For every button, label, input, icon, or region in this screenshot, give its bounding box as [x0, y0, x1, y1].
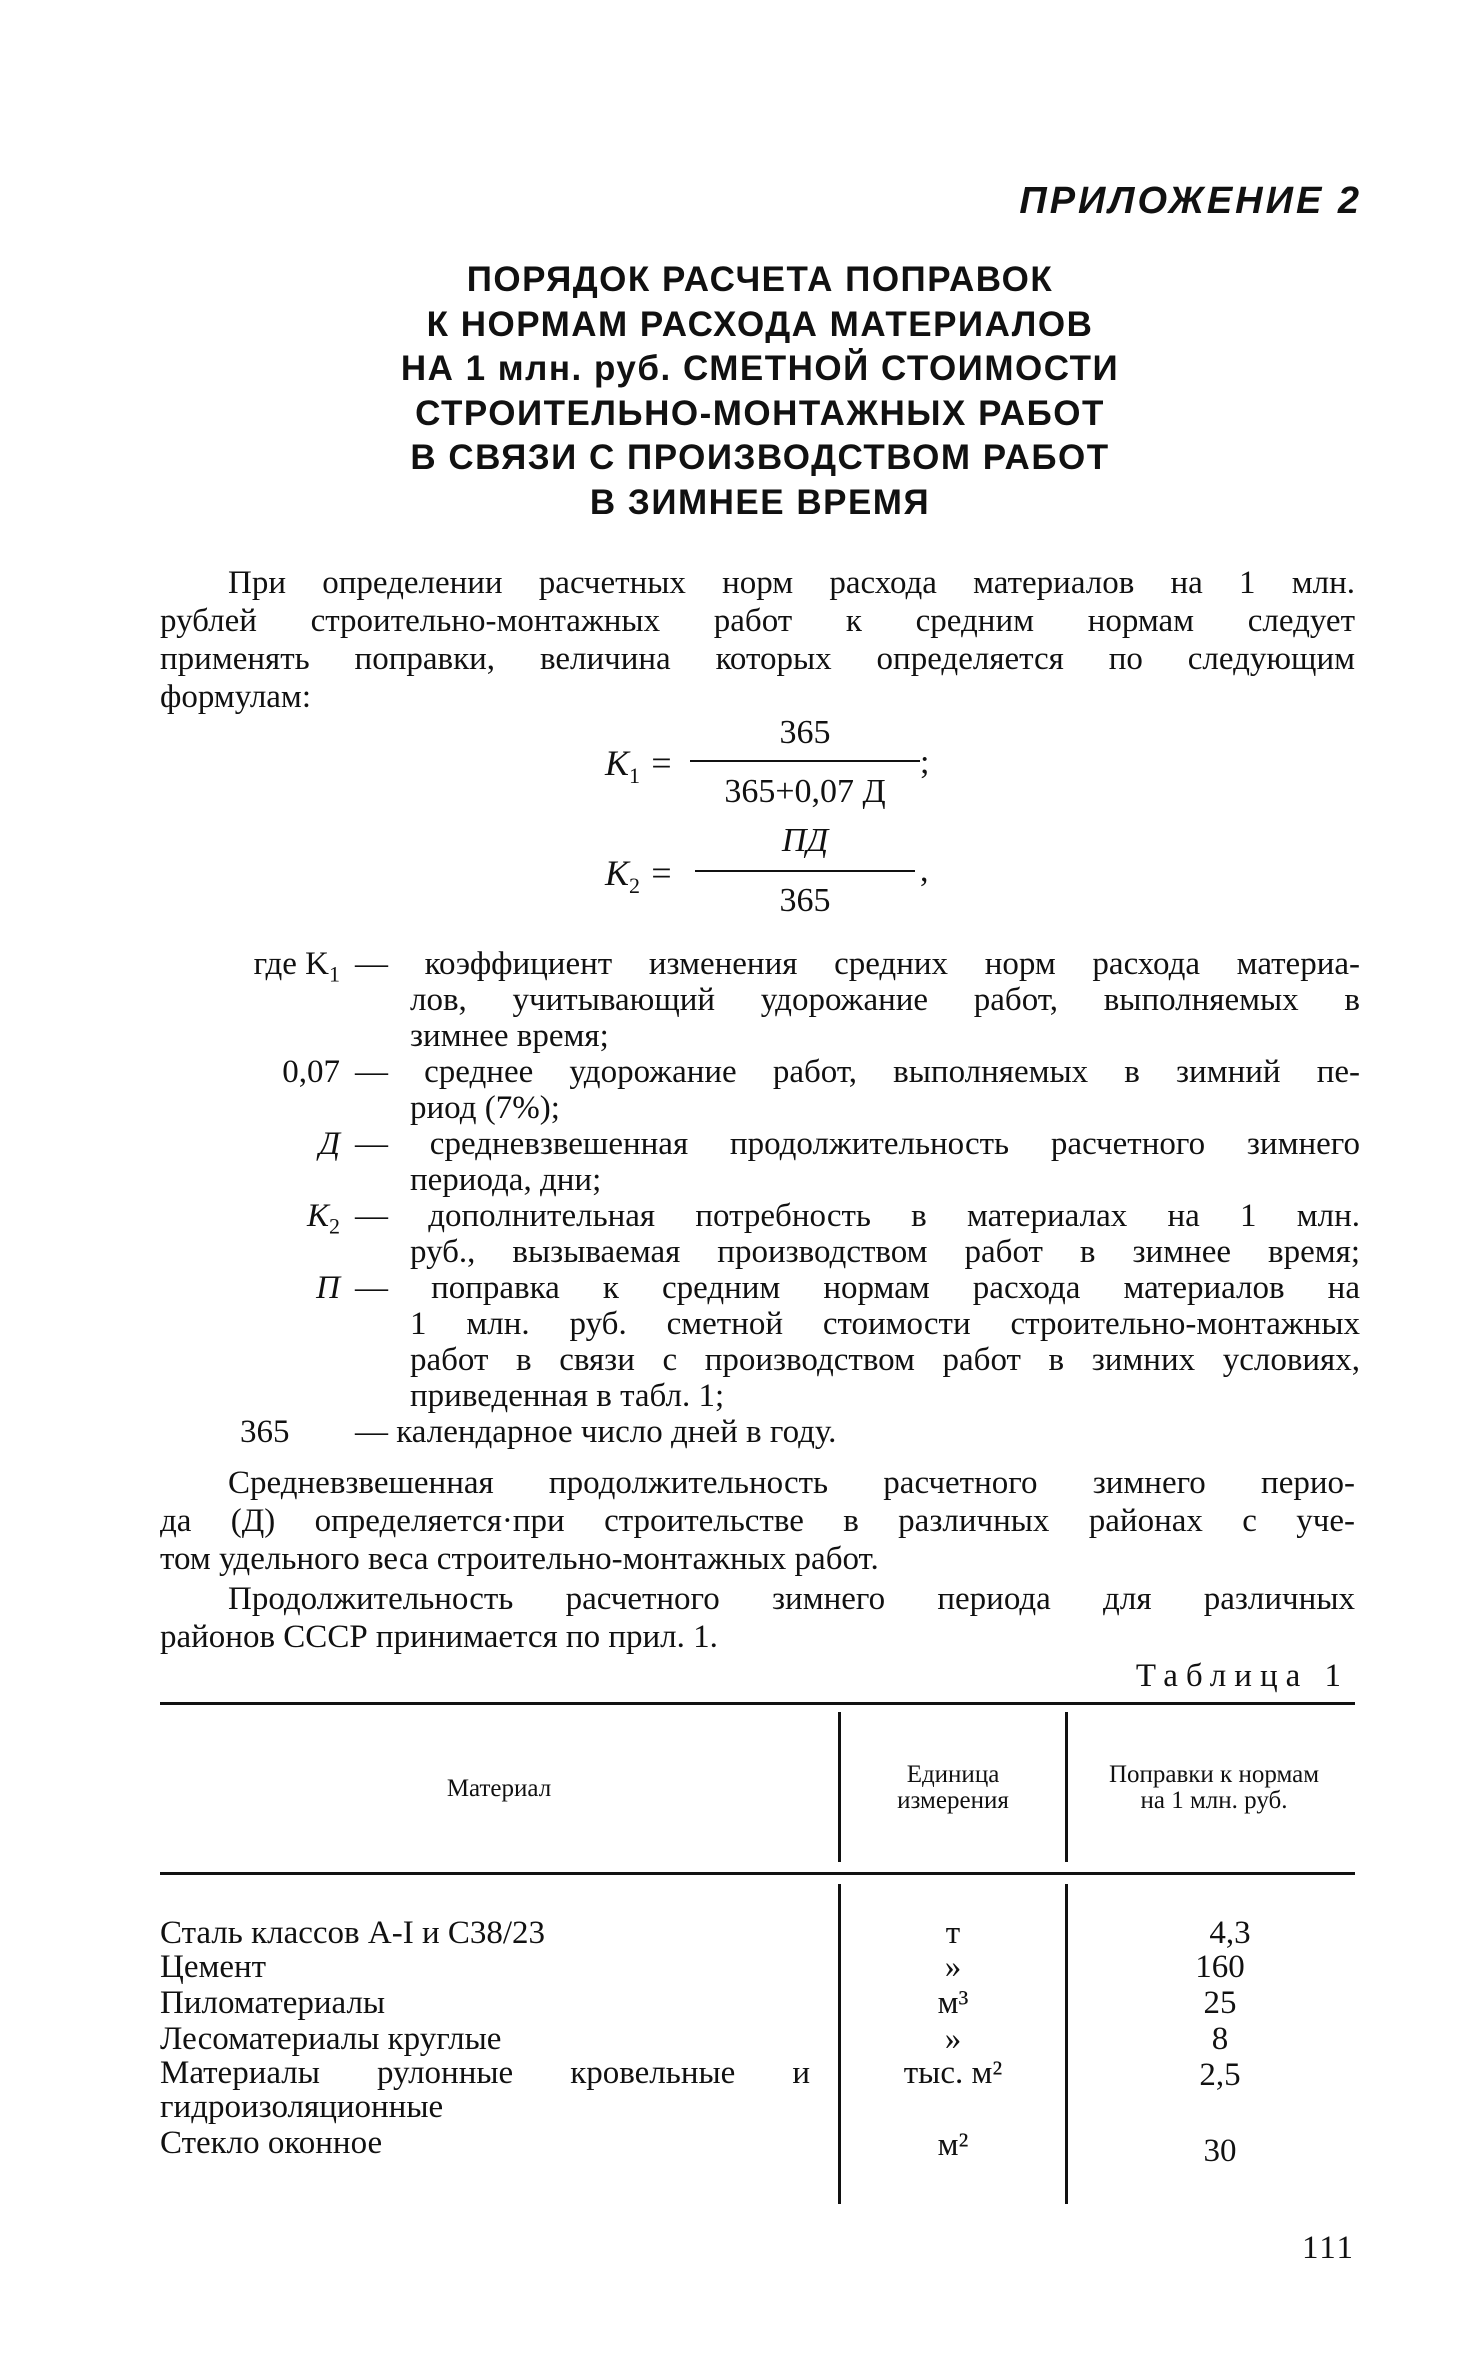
table-cell-unit: »	[944, 1949, 962, 1985]
formula-k1-end: ;	[920, 744, 930, 781]
paragraph-line: рублей строительно-монтажных работ к средним нормам следует	[160, 603, 1355, 639]
table-top-rule	[160, 1702, 1355, 1705]
header-unit: Единица измерения	[897, 1761, 1009, 1814]
table-cell-material: Сталь классов А-I и С38/23	[160, 1915, 546, 1951]
definition-007	[160, 1054, 1360, 1126]
definition-line: 1 млн. руб. сметной стоимости строительно-монтажных	[410, 1306, 1360, 1342]
table-caption: Таблица 1	[1135, 1658, 1349, 1694]
title-line: К НОРМАМ РАСХОДА МАТЕРИАЛОВ	[426, 304, 1094, 344]
fraction-line	[695, 870, 915, 872]
formula-k1-numerator: 365	[779, 714, 831, 751]
paragraph-line: Средневзвешенная продолжительность расчетного зимнего перио-	[228, 1465, 1355, 1501]
table-cell-unit: м³	[937, 1985, 969, 2021]
table-cell-unit: тыс. м²	[903, 2055, 1003, 2091]
intro-paragraph	[160, 564, 1355, 716]
definition-line: — средневзвешенная продолжительность расчетного зимнего	[355, 1126, 1360, 1162]
definition-symbol: $K_2$	[306, 1198, 340, 1239]
title-line: В СВЯЗИ С ПРОИЗВОДСТВОМ РАБОТ	[410, 438, 1110, 477]
definitions-list	[160, 946, 1360, 1450]
definition-line: — дополнительная потребность в материалах на 1 млн.	[355, 1198, 1360, 1234]
header-material: Материал	[446, 1775, 552, 1802]
definition-p	[160, 1270, 1360, 1414]
title-line: ПОРЯДОК РАСЧЕТА ПОПРАВОК	[466, 260, 1054, 299]
definition-k2	[160, 1198, 1360, 1270]
table-cell-value: 30	[1203, 2133, 1237, 2169]
formula-k2-denominator: 365	[779, 882, 831, 919]
definition-k1	[160, 946, 1360, 1054]
paragraph-duration	[160, 1580, 1355, 1656]
definition-line: — коэффициент изменения средних норм расхода материа-	[355, 946, 1360, 982]
document-title	[160, 258, 1360, 525]
title-line: СТРОИТЕЛЬНО-МОНТАЖНЫХ РАБОТ	[415, 393, 1105, 433]
definition-symbol: 0,07	[282, 1054, 340, 1090]
definition-symbol: Д	[319, 1126, 340, 1162]
table-cell-unit: м²	[937, 2127, 969, 2163]
paragraph-weighted-duration	[160, 1464, 1355, 1578]
definition-line: работ в связи с производством работ в зимних условиях,	[410, 1342, 1360, 1378]
definition-line: лов, учитывающий удорожание работ, выполняемых в	[410, 982, 1360, 1018]
table-divider	[1065, 1884, 1068, 2204]
paragraph-line: формулам:	[160, 679, 311, 715]
table-cell-value: 160	[1195, 1949, 1245, 1985]
formula-k1-denominator: 365+0,07 Д	[724, 773, 886, 810]
table-cell-material: Лесоматериалы круглые	[160, 2021, 502, 2057]
table-header-rule	[160, 1872, 1355, 1875]
formula-k2-lhs: $K_2$ =	[605, 853, 674, 899]
fraction-line	[690, 760, 920, 762]
page-number: 111	[1301, 2230, 1355, 2266]
paragraph-line: При определении расчетных норм расхода материалов на 1 млн.	[228, 565, 1355, 601]
paragraph-line: Продолжительность расчетного зимнего периода для различных	[228, 1581, 1355, 1617]
table-cell-material-cont: гидроизоляционные	[160, 2089, 444, 2125]
appendix-label: ПРИЛОЖЕНИЕ 2	[1019, 180, 1362, 222]
definition-symbol: П	[316, 1270, 340, 1306]
table-cell-material: Стекло оконное	[160, 2125, 383, 2161]
header-correction: Поправки к нормам на 1 млн. руб.	[1108, 1761, 1320, 1814]
paragraph-line: применять поправки, величина которых определяется по следующим	[160, 641, 1355, 677]
definition-line: периода, дни;	[410, 1162, 602, 1198]
paragraph-line: районов СССР принимается по прил. 1.	[160, 1619, 718, 1655]
definition-line: приведенная в табл. 1;	[410, 1378, 725, 1414]
table-cell-value: 4,3	[1209, 1915, 1251, 1951]
definition-line: — поправка к средним нормам расхода материалов на	[355, 1270, 1360, 1306]
definition-symbol: где $K_1$	[253, 946, 340, 987]
title-line: В ЗИМНЕЕ ВРЕМЯ	[589, 482, 931, 522]
definition-line: зимнее время;	[410, 1018, 609, 1054]
table-cell-unit: »	[944, 2021, 962, 2057]
definition-line: — среднее удорожание работ, выполняемых в зимний пе-	[355, 1054, 1360, 1090]
table-cell-material: Цемент	[160, 1949, 267, 1985]
table-cell-material: Материалы рулонные кровельные и	[160, 2055, 810, 2091]
title-line: НА 1 млн. руб. СМЕТНОЙ СТОИМОСТИ	[400, 349, 1120, 388]
table-cell-value: 2,5	[1199, 2057, 1241, 2093]
table-cell-value: 25	[1203, 1985, 1237, 2021]
definition-365	[160, 1414, 1360, 1450]
definition-line: риод (7%);	[410, 1090, 560, 1126]
definition-line: — календарное число дней в году.	[355, 1414, 837, 1450]
definition-symbol: 365	[240, 1414, 290, 1450]
paragraph-line: том удельного веса строительно-монтажных работ.	[160, 1541, 879, 1577]
paragraph-line: да (Д) определяется·при строительстве в различных районах с уче-	[160, 1503, 1355, 1539]
formula-k2-numerator: ПД	[781, 822, 829, 859]
formula-k2-end: ,	[920, 852, 929, 889]
table-cell-value: 8	[1211, 2021, 1229, 2057]
table-cell-material: Пиломатериалы	[160, 1985, 386, 2021]
definition-line: руб., вызываемая производством работ в зимнее время;	[410, 1234, 1360, 1270]
formula-k1-lhs: $K_1$ =	[605, 743, 674, 789]
table-cell-unit: т	[945, 1915, 961, 1951]
definition-d	[160, 1126, 1360, 1198]
